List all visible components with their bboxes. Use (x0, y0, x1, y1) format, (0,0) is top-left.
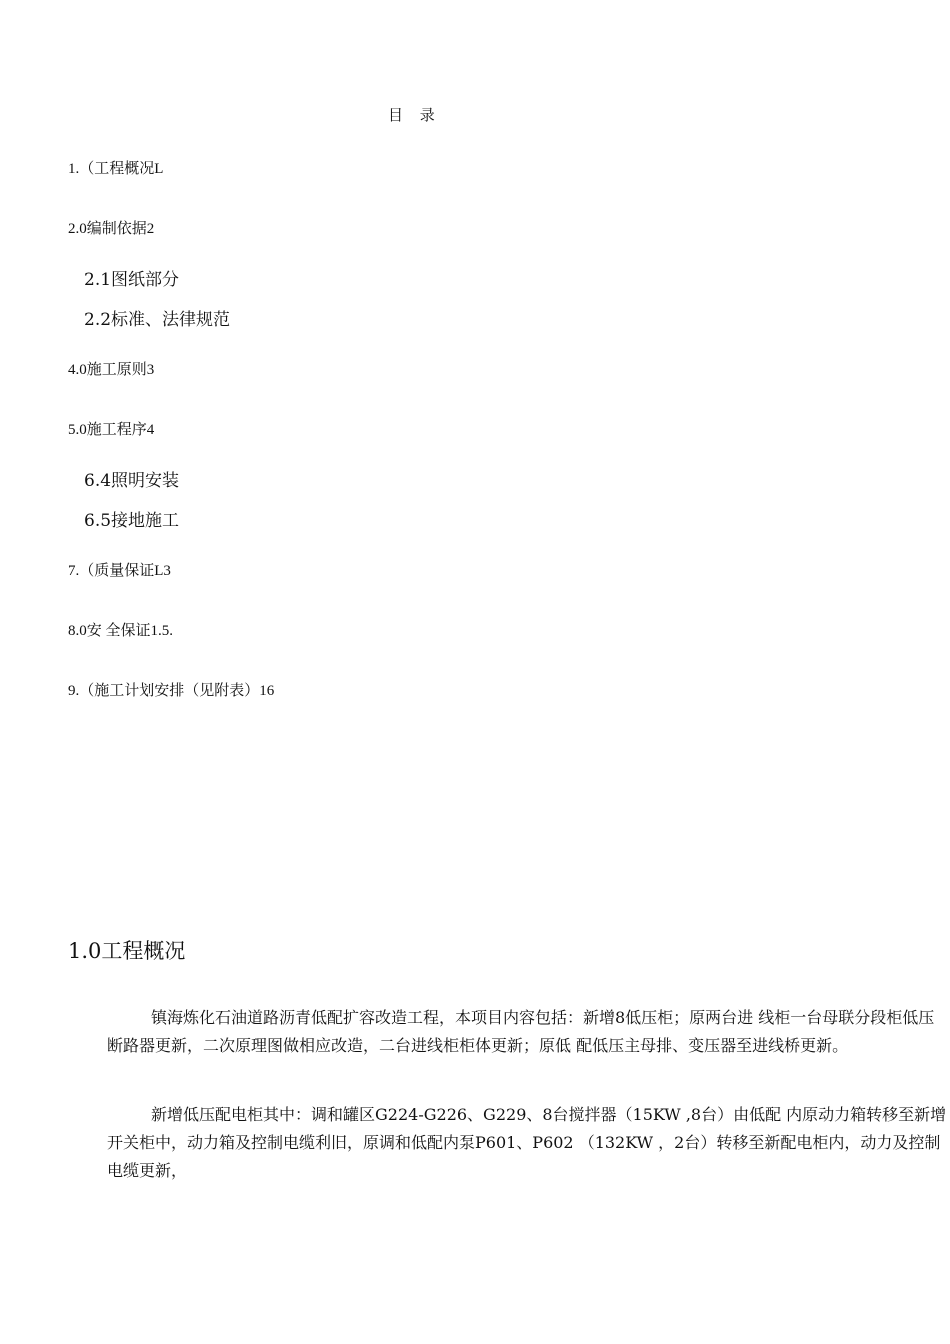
toc-item-1: 1.（工程概况L (68, 161, 164, 177)
toc-title: 目 录 (388, 106, 441, 124)
toc-item-6-4: 6.4照明安装 (84, 471, 180, 491)
toc-item-6-5: 6.5接地施工 (84, 511, 180, 531)
toc-item-5: 5.0施工程序4 (68, 422, 155, 438)
body-paragraph: 镇海炼化石油道路沥青低配扩容改造工程，本项目内容包括：新增8低压柜；原两台进 线柜一台母联分段柜低压断路器更新，二次原理图做相应改造，二台进线柜柜体更新；原低 配低压主母排、变压器至进线桥更新。 (107, 1008, 935, 1055)
body-paragraph: 新增低压配电柜其中：调和罐区G224-G226、G229、8台搅拌器（15KW ,8台）由低配 内原动力箱转移至新增开关柜中，动力箱及控制电缆利旧，原调和低配内泵P601、P602 （132KW ，2台）转移至新配电柜内，动力及控制电缆更新， (107, 1105, 947, 1180)
toc-item-2-1: 2.1图纸部分 (84, 270, 180, 290)
section-heading: 1.0工程概况 (68, 939, 186, 963)
toc-item-4: 4.0施工原则3 (68, 362, 155, 378)
toc-item-9: 9.（施工计划安排（见附表）16 (68, 683, 275, 699)
toc-item-8: 8.0安 全保证1.5. (68, 623, 174, 639)
toc-item-2: 2.0编制依据2 (68, 221, 155, 237)
toc-item-2-2: 2.2标准、法律规范 (84, 310, 231, 330)
toc-item-7: 7.（质量保证L3 (68, 563, 171, 579)
